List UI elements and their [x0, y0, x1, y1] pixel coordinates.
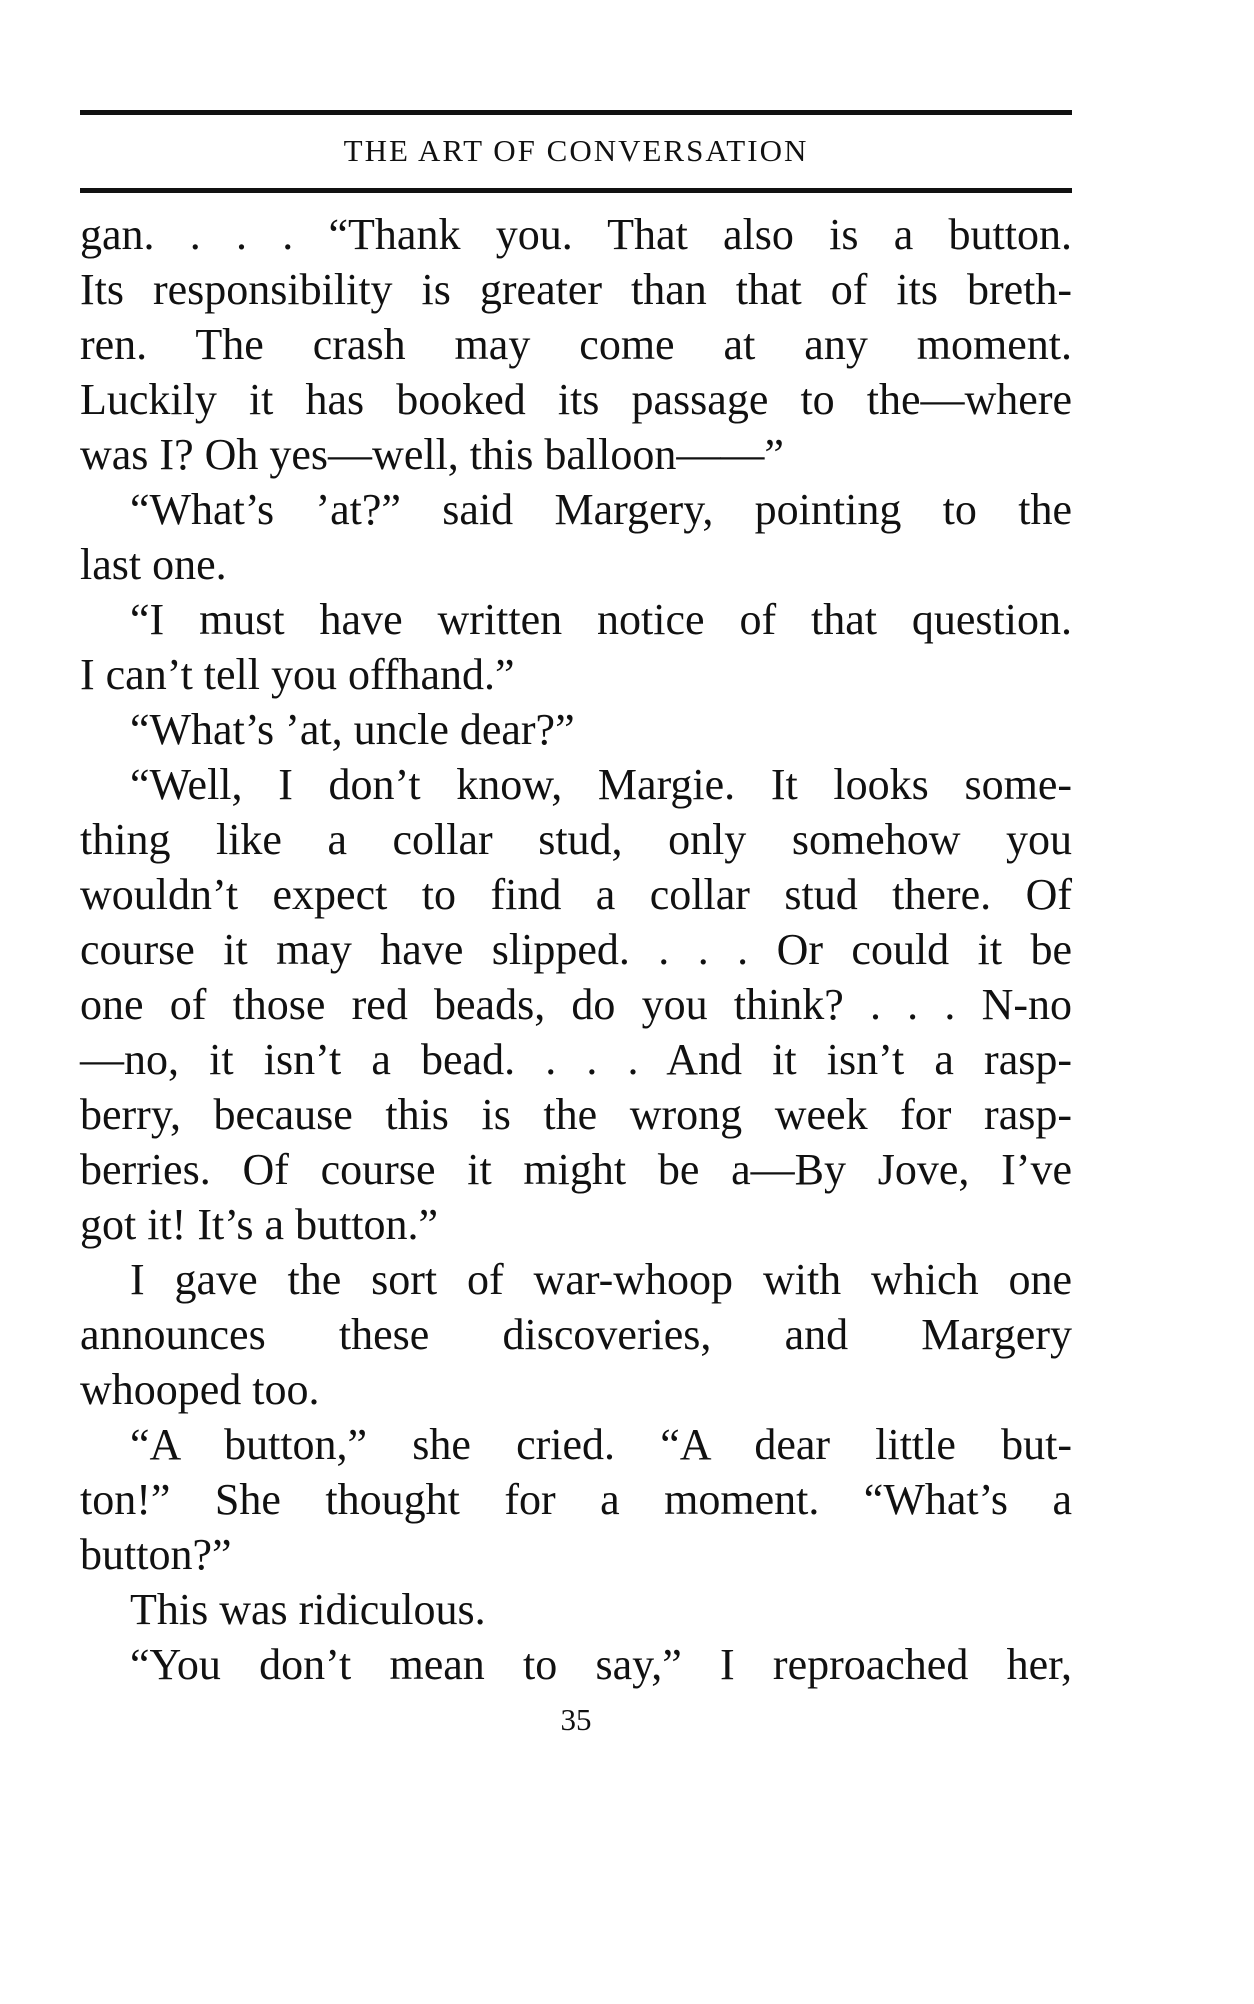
header-rule-bottom [80, 188, 1072, 193]
text-line: ren. The crash may come at any moment. [80, 320, 1072, 369]
text-line: I gave the sort of war-whoop with which one [130, 1255, 1072, 1304]
text-line: “You don’t mean to say,” I reproached her, [130, 1640, 1072, 1689]
text-line: —no, it isn’t a bead. . . . And it isn’t a rasp- [80, 1035, 1072, 1084]
text-line: I can’t tell you offhand.” [80, 650, 515, 699]
text-line: thing like a collar stud, only somehow you [80, 815, 1072, 864]
text-line: whooped too. [80, 1365, 320, 1414]
text-line: This was ridiculous. [130, 1585, 486, 1634]
text-line: button?” [80, 1530, 232, 1579]
text-line: “Well, I don’t know, Margie. It looks some- [130, 760, 1072, 809]
text-line: last one. [80, 540, 227, 589]
text-line: Its responsibility is greater than that of its breth- [80, 265, 1072, 314]
text-line: wouldn’t expect to find a collar stud there. Of [80, 870, 1072, 919]
header-rule-top [80, 110, 1072, 115]
running-title: THE ART OF CONVERSATION [343, 133, 809, 168]
page-number: 35 [560, 1702, 592, 1737]
text-line: “A button,” she cried. “A dear little but- [130, 1420, 1072, 1469]
text-line: “What’s ’at, uncle dear?” [130, 705, 575, 754]
body-text [80, 207, 1072, 1692]
text-line: gan. . . . “Thank you. That also is a button. [80, 210, 1072, 259]
text-line: berry, because this is the wrong week for rasp- [80, 1090, 1072, 1139]
text-line: “What’s ’at?” said Margery, pointing to the [130, 485, 1072, 534]
text-line: announces these discoveries, and Margery [80, 1310, 1072, 1359]
text-line: one of those red beads, do you think? . . . N-no [80, 980, 1072, 1029]
text-line: berries. Of course it might be a—By Jove, I’ve [80, 1145, 1072, 1194]
text-line: Luckily it has booked its passage to the—where [80, 375, 1072, 424]
text-line: course it may have slipped. . . . Or could it be [80, 925, 1072, 974]
text-line: got it! It’s a button.” [80, 1200, 439, 1249]
text-line: “I must have written notice of that question. [130, 595, 1072, 644]
text-line: was I? Oh yes—well, this balloon——” [80, 430, 784, 479]
text-line: ton!” She thought for a moment. “What’s a [80, 1475, 1072, 1524]
